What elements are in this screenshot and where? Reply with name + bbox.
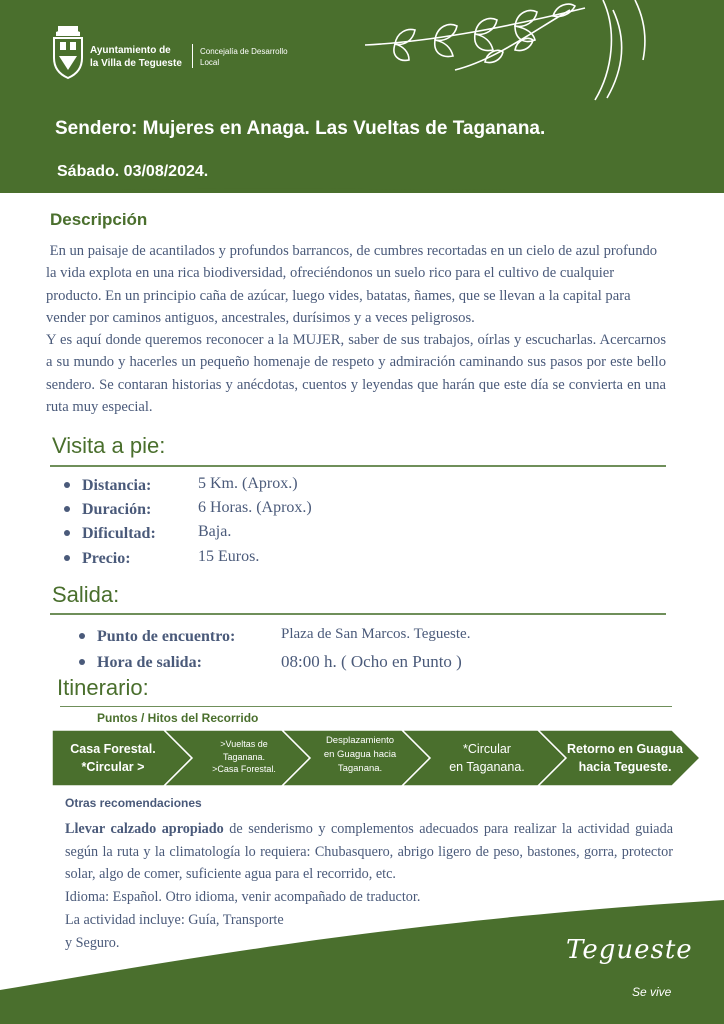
step-2-line-1: >Vueltas de bbox=[220, 739, 268, 749]
distance-label: Distancia: bbox=[82, 477, 152, 494]
salida-rule bbox=[50, 613, 666, 615]
step-3-label bbox=[306, 734, 414, 776]
itinerary-heading: Itinerario: bbox=[57, 675, 149, 700]
coat-of-arms-icon bbox=[50, 24, 86, 80]
step-2-line-2: Taganana. bbox=[222, 751, 266, 762]
step-3-line-2: en Guagua hacia bbox=[323, 749, 397, 760]
recommendations-paragraph bbox=[65, 818, 673, 886]
bullet bbox=[64, 506, 70, 512]
bullet bbox=[64, 482, 70, 488]
description-heading: Descripción bbox=[50, 210, 148, 229]
org-line-1: Ayuntamiento de bbox=[90, 45, 171, 56]
description-paragraph-2: Y es aquí donde queremos reconocer a la MUJER, saber de sus trabajos, oírlas y escucharlas. Acercarnos a su mundo y hacerles un pequeño homenaje de respeto y admiración caminando sus pasos por este bello sendero. Se contaran historias y anécdotas, cuentos y leyendas que harán que este día se convierta en una ruta muy especial. bbox=[46, 332, 666, 416]
description-paragraph-1: En un paisaje de acantilados y profundos barrancos, de cumbres recortadas en un cielo de azul profundo la vida explota en una rica biodiversidad, ofreciéndonos un suelo rico para el cultivo de cualquier producto. En un principio caña de azúcar, luego vides, batatas, ñames, que se llevan a la capital para vender por caminos antiguos, ancestrales, durísimos y a veces peligrosos. bbox=[46, 243, 658, 326]
tegueste-logo: Tegueste bbox=[566, 935, 693, 965]
duration-value: 6 Horas. (Aprox.) bbox=[198, 499, 312, 516]
duration-label: Duración: bbox=[82, 501, 152, 518]
step-2-line-3: >Casa Forestal. bbox=[212, 764, 276, 774]
slogan: Se vive bbox=[632, 985, 672, 999]
step-4-line-1: *Circular bbox=[463, 742, 511, 756]
event-date: Sábado. 03/08/2024. bbox=[57, 163, 209, 180]
step-5-line-1: Retorno en Guagua bbox=[567, 742, 683, 756]
recommendations-body: de senderismo y complementos adecuados para realizar la actividad guiada según la ruta y la climatología lo requiera: Chubasquero, abrigo ligero de peso, bastones, gorra, protector solar, algo de comer, suficiente agua para el recorrido, etc. bbox=[65, 821, 673, 883]
step-2-label bbox=[194, 738, 294, 776]
step-5-line-2: hacia Tegueste. bbox=[578, 760, 672, 774]
itinerary-subheading: Puntos / Hitos del Recorrido bbox=[97, 711, 259, 725]
step-5-label bbox=[560, 740, 690, 776]
dept-line-1: Concejalía de Desarrollo bbox=[200, 47, 288, 56]
step-1-line-2: *Circular > bbox=[81, 760, 145, 774]
description-text bbox=[46, 240, 666, 418]
step-3-line-1: Desplazamiento bbox=[325, 735, 395, 746]
departure-time-label: Hora de salida: bbox=[97, 654, 202, 671]
recommendations-heading: Otras recomendaciones bbox=[65, 796, 202, 810]
org-divider bbox=[192, 44, 193, 68]
org-line-2: la Villa de Tegueste bbox=[90, 58, 182, 69]
step-3-line-3: Taganana. bbox=[337, 763, 383, 774]
price-value: 15 Euros. bbox=[198, 548, 260, 565]
difficulty-value: Baja. bbox=[198, 523, 232, 540]
step-1-line-1: Casa Forestal. bbox=[70, 742, 156, 756]
meeting-point-value: Plaza de San Marcos. Tegueste. bbox=[281, 626, 471, 642]
step-4-line-2: en Taganana. bbox=[449, 760, 525, 774]
step-4-label bbox=[432, 740, 542, 776]
step-1-label bbox=[60, 740, 166, 776]
includes-line-2: y Seguro. bbox=[65, 934, 120, 951]
bullet bbox=[79, 659, 85, 665]
distance-value: 5 Km. (Aprox.) bbox=[198, 475, 298, 492]
meeting-point-label: Punto de encuentro: bbox=[97, 628, 236, 645]
itinerary-rule bbox=[60, 706, 672, 707]
difficulty-label: Dificultad: bbox=[82, 525, 156, 542]
bullet bbox=[64, 555, 70, 561]
footwear-lead: Llevar calzado apropiado bbox=[65, 821, 224, 837]
language-note: Idioma: Español. Otro idioma, venir acompañado de traductor. bbox=[65, 889, 421, 906]
dept-line-2: Local bbox=[200, 58, 220, 67]
departure-time-value: 08:00 h. ( Ocho en Punto ) bbox=[281, 652, 462, 671]
page-title: Sendero: Mujeres en Anaga. Las Vueltas de Taganana. bbox=[55, 118, 546, 139]
includes-line-1: La actividad incluye: Guía, Transporte bbox=[65, 911, 284, 928]
visita-rule bbox=[50, 465, 666, 467]
leaf-illustration-icon bbox=[355, 0, 655, 105]
visita-heading: Visita a pie: bbox=[52, 433, 166, 458]
price-label: Precio: bbox=[82, 550, 131, 567]
department-name bbox=[200, 46, 288, 68]
salida-heading: Salida: bbox=[52, 582, 120, 607]
bullet bbox=[79, 633, 85, 639]
bullet bbox=[64, 530, 70, 536]
organization-name bbox=[90, 44, 182, 70]
